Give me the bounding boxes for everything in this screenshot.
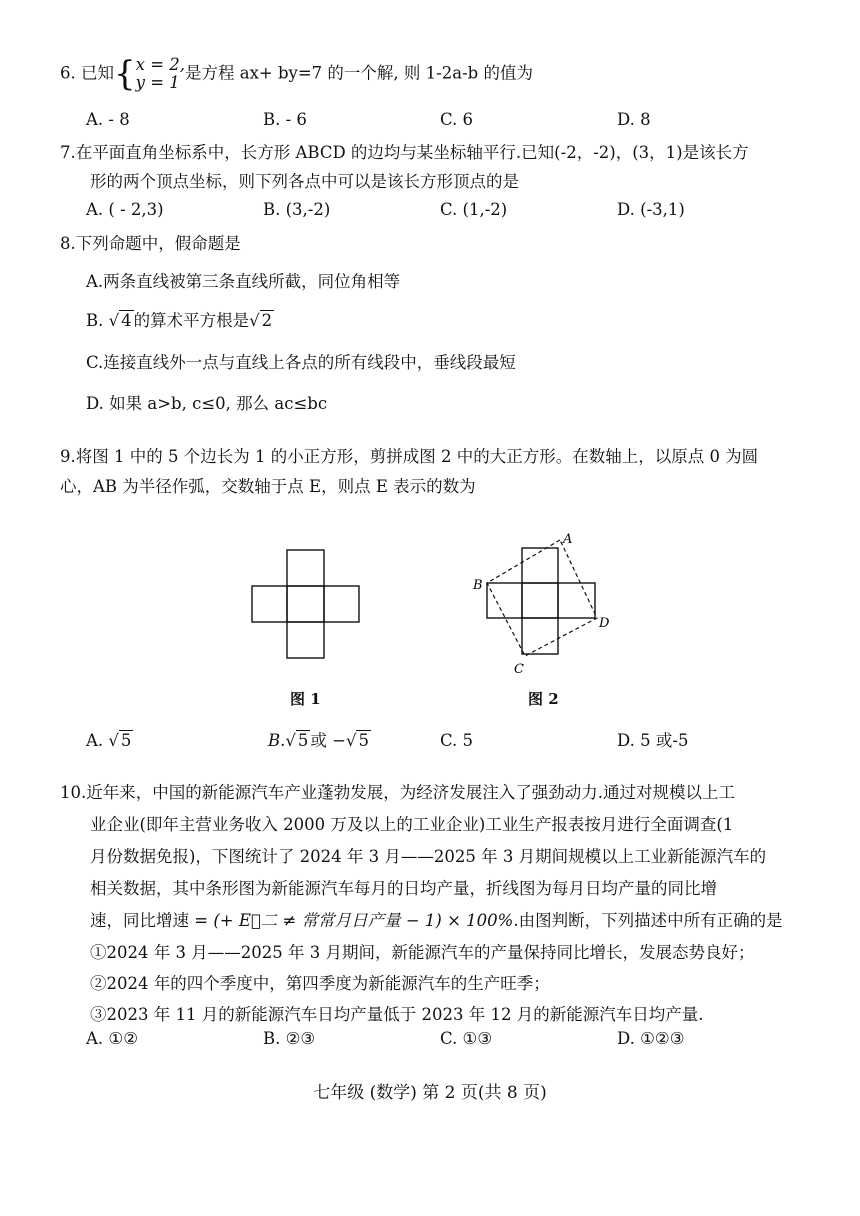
- label-a: A: [563, 532, 573, 547]
- q8-option-b-label: B.: [86, 311, 109, 330]
- q9-option-d: D. 5 或-5: [617, 731, 689, 750]
- q10-line-3: 月份数据免报)，下图统计了 2024 年 3 月——2025 年 3 月期间规模以上工业新能源汽车的: [90, 847, 767, 866]
- brace-icon: {: [114, 54, 136, 94]
- q6-option-a: A. - 8: [86, 110, 130, 129]
- q8-stem: 8.下列命题中，假命题是: [60, 234, 241, 253]
- q10-statement-1: ①2024 年 3 月——2025 年 3 月期间，新能源汽车的产量保持同比增长，发展态势良好；: [90, 943, 755, 962]
- square-center: [287, 586, 324, 622]
- q8-option-c: C.连接直线外一点与直线上各点的所有线段中，垂线段最短: [86, 353, 516, 372]
- q9-option-b-text: 或 −: [310, 731, 346, 750]
- radicand: 4: [121, 311, 132, 330]
- square-bottom: [287, 622, 324, 658]
- label-b: B: [473, 578, 483, 593]
- q9-option-c: C. 5: [440, 731, 474, 750]
- square-right: [558, 583, 595, 618]
- sqrt-4: √ 4: [108, 311, 132, 330]
- dashed-big-square: [487, 540, 597, 656]
- q10-line-4: 相关数据，其中条形图为新能源汽车每月的日均产量，折线图为每月日均产量的同比增: [90, 879, 717, 898]
- q7-option-b: B. (3,-2): [263, 200, 331, 219]
- q10-option-d: D. ①②③: [617, 1029, 685, 1048]
- q6-prefix: 6. 已知: [60, 63, 114, 83]
- sqrt-5: √ 5: [285, 731, 309, 750]
- q6-stem: [60, 56, 533, 92]
- sys-row-2: y = 1: [135, 73, 180, 92]
- q7-line-2: 形的两个顶点坐标，则下列各点中可以是该长方形顶点的是: [90, 172, 519, 191]
- q10-line-2: 业企业(即年主营业务收入 2000 万及以上的工业企业)工业生产报表按月进行全面调查(1: [90, 815, 734, 834]
- q10-line-5-post: .由图判断，下列描述中所有正确的是: [513, 911, 783, 930]
- q7-option-d: D. (-3,1): [617, 200, 685, 219]
- q7-option-a: A. ( - 2,3): [86, 200, 164, 219]
- radicand: 5: [120, 731, 132, 750]
- q10-option-c: C. ①③: [440, 1029, 493, 1048]
- radicand: 5: [297, 731, 309, 750]
- q7-line-1: 7.在平面直角坐标系中，长方形 ABCD 的边均与某坐标轴平行.已知(-2，-2)，(3，1)是该长方: [60, 143, 749, 162]
- radicand: 5: [358, 731, 369, 750]
- figure-1-caption: 图 1: [290, 690, 321, 708]
- figure-2-caption: 图 2: [528, 690, 559, 708]
- q9-line-2: 心，AB 为半径作弧，交数轴于点 E，则点 E 表示的数为: [60, 477, 476, 496]
- q10-statement-2: ②2024 年的四个季度中，第四季度为新能源汽车的生产旺季；: [90, 974, 550, 993]
- equation-system: [114, 56, 185, 92]
- q9-option-b: [268, 729, 371, 753]
- q8-option-b-text: 的算术平方根是: [133, 311, 250, 330]
- q8-option-d: D. 如果 a>b, c≤0, 那么 ac≤bc: [86, 394, 328, 413]
- label-c: C: [514, 662, 524, 677]
- q10-statement-3: ③2023 年 11 月的新能源汽车日均产量低于 2023 年 12 月的新能源汽车日均产量.: [90, 1005, 704, 1024]
- q6-suffix: 是方程 ax+ by=7 的一个解, 则 1-2a-b 的值为: [185, 63, 533, 83]
- square-top: [287, 550, 324, 586]
- q10-line-1: 10.近年来，中国的新能源汽车产业蓬勃发展，为经济发展注入了强劲动力.通过对规模以上工: [60, 783, 735, 802]
- q7-option-c: C. (1,-2): [440, 200, 508, 219]
- sqrt-5: √ 5: [345, 731, 369, 750]
- square-center: [522, 583, 558, 618]
- sys-row-1: x = 2,: [135, 55, 186, 74]
- figure-2-cross-with-square: [470, 532, 620, 682]
- square-top: [522, 548, 558, 583]
- q10-line-5-pre: 速，同比增速 =: [90, 911, 214, 930]
- page-footer: 七年级 (数学) 第 2 页(共 8 页): [313, 1083, 547, 1103]
- label-d: D: [599, 616, 610, 631]
- q8-option-b: [86, 309, 274, 333]
- sqrt-5: √ 5: [108, 731, 132, 750]
- square-right: [324, 586, 359, 622]
- q6-option-b: B. - 6: [263, 110, 307, 129]
- q10-option-a: A. ①②: [86, 1029, 138, 1048]
- q6-option-c: C. 6: [440, 110, 474, 129]
- square-left: [252, 586, 287, 622]
- q9-option-b-label: B.: [268, 731, 286, 750]
- figure-1-cross: [250, 548, 362, 660]
- q9-option-a-label: A.: [86, 731, 109, 750]
- q9-option-a: [86, 729, 133, 753]
- sqrt-2: √ 2: [249, 311, 273, 330]
- q6-option-d: D. 8: [617, 110, 651, 129]
- q8-option-a: A.两条直线被第三条直线所截，同位角相等: [86, 272, 401, 291]
- square-left: [487, 583, 522, 618]
- q10-line-5: [90, 909, 783, 933]
- q10-option-b: B. ②③: [263, 1029, 316, 1048]
- q10-formula: (+ E⃗二 ≠ 常常月日产量 − 1) × 100%: [213, 911, 514, 930]
- q9-line-1: 9.将图 1 中的 5 个边长为 1 的小正方形，剪拼成图 2 中的大正方形。在数轴上，以原点 0 为圆: [60, 447, 759, 466]
- radicand: 2: [261, 311, 273, 330]
